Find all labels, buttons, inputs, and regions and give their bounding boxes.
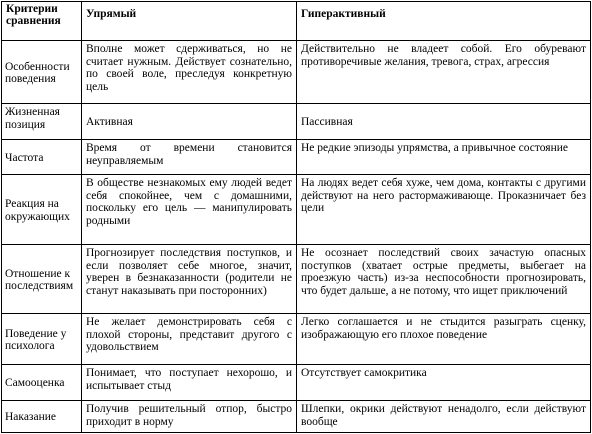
criterion-cell: Частота: [2, 140, 82, 175]
stubborn-cell: Не желает демонстрировать себя с плохой стороны, представит другого с удовольствием: [82, 314, 297, 365]
table-row: [2, 140, 591, 175]
criterion-cell: Самооценка: [2, 365, 82, 401]
table-row: [2, 175, 591, 245]
criterion-cell: Особенности поведения: [2, 41, 82, 104]
header-criteria: Критерии сравнения: [2, 2, 82, 41]
criterion-cell: Отношение к последствиям: [2, 245, 82, 314]
table-row: [2, 104, 591, 140]
comparison-table: [1, 1, 591, 433]
hyperactive-cell: Отсутствует самокритика: [297, 365, 591, 401]
header-stubborn: Упрямый: [82, 2, 297, 41]
table-row: [2, 41, 591, 104]
hyperactive-cell: На людях ведет себя хуже, чем дома, контакты с другими действуют на него растормаживающе. Проказничает без цели: [297, 175, 591, 245]
stubborn-cell: Понимает, что поступает нехорошо, и испытывает стыд: [82, 365, 297, 401]
stubborn-cell: Вполне может сдерживаться, но не считает нужным. Действует сознательно, по своей воле, преследуя конкретную цель: [82, 41, 297, 104]
hyperactive-cell: Не редкие эпизоды упрямства, а привычное состояние: [297, 140, 591, 175]
criterion-cell: Наказание: [2, 401, 82, 433]
stubborn-cell: Получив решительный отпор, быстро приходит в норму: [82, 401, 297, 433]
hyperactive-cell: Шлепки, окрики действуют ненадолго, если действуют вообще: [297, 401, 591, 433]
hyperactive-cell: Действительно не владеет собой. Его обуревают противоречивые желания, тревога, страх, агрессия: [297, 41, 591, 104]
criterion-cell: Реакция на окружающих: [2, 175, 82, 245]
header-row: [2, 2, 591, 41]
hyperactive-cell: Пассивная: [297, 104, 591, 140]
table-row: [2, 314, 591, 365]
header-hyperactive: Гиперактивный: [297, 2, 591, 41]
stubborn-cell: Время от времени становится неуправляемым: [82, 140, 297, 175]
stubborn-cell: Прогнозирует последствия поступков, и если позволяет себе многое, значит, уверен в безнаказанности (родители не станут наказывать при посторонних): [82, 245, 297, 314]
hyperactive-cell: Легко соглашается и не стыдится разыграть сценку, изображающую его плохое поведение: [297, 314, 591, 365]
table-row: [2, 401, 591, 433]
criterion-cell: Жизненная позиция: [2, 104, 82, 140]
stubborn-cell: В обществе незнакомых ему людей ведет себя спокойнее, чем с домашними, поскольку его цель — манипулировать родными: [82, 175, 297, 245]
criterion-cell: Поведение у психолога: [2, 314, 82, 365]
stubborn-cell: Активная: [82, 104, 297, 140]
hyperactive-cell: Не осознает последствий своих зачастую опасных поступков (хватает острые предметы, выбегает на проезжую часть) из-за неспособности прогнозировать, что будет дальше, а не потому, что ищет приключений: [297, 245, 591, 314]
table-row: [2, 245, 591, 314]
table-row: [2, 365, 591, 401]
